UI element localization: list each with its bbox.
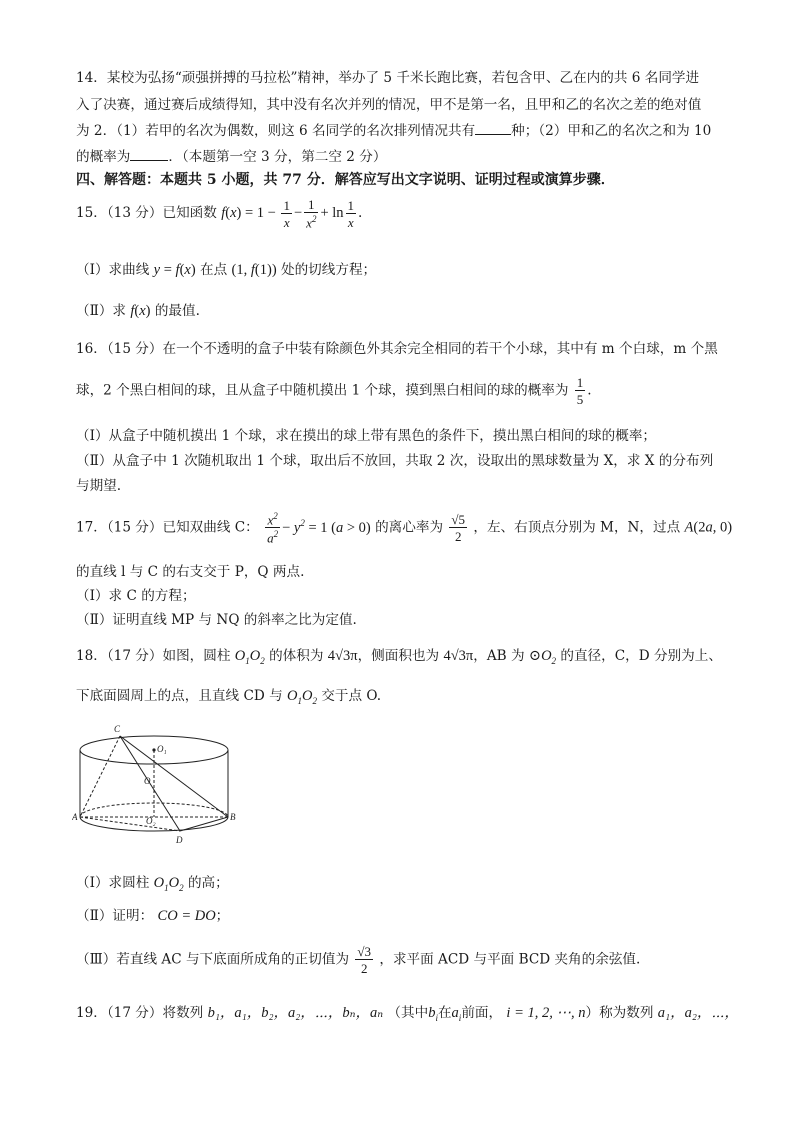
section-4-heading: 四、解答题：本题共 5 小题，共 77 分．解答应写出文字说明、证明过程或演算步骤． [76,172,615,188]
q18-line1-d: ，AB 为 [473,648,525,664]
q17-equation: $\frac{x^2}{a^2}$ − $y^2 = 1$ (a > 0) [267,511,371,546]
q15-part1-a: （Ⅰ）求曲线 [76,262,150,278]
q17-head [76,512,732,545]
q14-line4-text-b: ．（本题第一空 3 分，第二空 2 分） [168,149,387,165]
cylinder-figure [72,722,242,852]
q15-function: f(x) = 1 − $\frac{1}{x}$ − $\frac{1}{x^2}$ + ln $\frac{1}{x}$ [221,197,355,231]
q15-part2-a: （Ⅱ）求 [76,303,127,319]
q19-bi: $b_i$ [428,1005,438,1023]
q17-point-a: A(2a, 0) [684,519,733,536]
label-a: A [72,812,78,822]
q14-line4-text: 的概率为 [76,149,131,165]
q14-line4 [76,145,386,165]
q17-head-text: 17．（15 分）已知双曲线 C： [76,519,259,536]
q19-ai: $a_i$ [451,1005,462,1023]
q14-line3-text: 为 2．（1）若甲的名次为偶数，则这 6 名同学的名次排列情况共有 [76,123,476,139]
q18-part2 [76,904,229,925]
q17-mid: 的离心率为 [375,519,444,536]
q19-sequence: b₁，a₁，b₂，a₂，⋯，bₙ，aₙ [207,1005,384,1021]
q16-part1: （Ⅰ）从盒子中随机摸出 1 个球，求在摸出的球上带有黑色的条件下，摸出黑白相间的球的概率； [76,428,657,444]
q15-curve: y = f(x) [153,262,196,278]
q15-head: 15．（13 分）已知函数 f(x) = 1 − $\frac{1}{x}$ − $\frac{1}{x^2}$ + ln $\frac{1}{x}$ . [76,197,363,231]
q15-part1-c: 处的切线方程； [281,262,377,278]
q18-part2-a: （Ⅱ）证明： [76,908,154,924]
q16-probability: $\frac{1}{5}$ [576,375,584,407]
label-o2: O₂ [146,816,156,826]
q14-line3-text-b: 种；（2）甲和乙的名次之和为 10 [511,123,712,139]
q15-part1-b: 在点 [200,262,228,278]
q18-line1 [76,644,722,666]
q18-tangent: $\frac{√3}{2}$ [357,944,372,976]
q18-axis: $O_1O_2$ [287,688,317,706]
q18-part3-a: （Ⅲ）若直线 AC 与下底面所成角的正切值为 [76,951,350,968]
q19-line1-c: 在 [437,1005,452,1021]
q18-line2 [76,684,381,706]
q19-tail: a₁，a₂，⋯， [657,1005,739,1021]
q16-part2a: （Ⅱ）从盒子中 1 次随机取出 1 个球，取出后不放回，共取 2 次，设取出的黑球数量为 X，求 X 的分布列 [76,453,714,469]
q18-line1-b: 的体积为 [269,648,324,664]
q15-point: (1, f(1)) [231,262,277,278]
q14-line2: 入了决赛，通过赛后成绩得知，其中没有名次并列的情况，甲不是第一名，且甲和乙的名次之差的绝对值 [76,97,702,113]
q18-line2-b: 交于点 O. [321,688,382,704]
q15-head-text: 15．（13 分）已知函数 [76,205,217,221]
q18-part1-b: 的高； [187,875,229,891]
q19-line1-b: （其中 [387,1005,429,1021]
q17-part1: （Ⅰ）求 C 的方程； [76,588,196,604]
q18-co-do: CO = DO [157,908,216,924]
q18-cylinder-p1: $O_1O_2$ [153,875,184,893]
segment-bd [180,817,228,831]
q19-index: i = 1, 2, ⋯, n [506,1005,586,1021]
label-o: O [144,776,151,786]
q16-line2-text: 球，2 个黑白相间的球，且从盒子中随机摸出 1 个球，摸到黑白相间的球的概率为 [76,382,569,399]
q19-line1-a: 19．（17 分）将数列 [76,1005,204,1021]
q17-eccentricity: $\frac{√5}{2}$ [451,512,466,545]
q15-fx: f(x) [130,303,151,319]
q18-volume: 4√3π [327,648,358,664]
q18-part2-b: ； [215,908,230,924]
label-b: B [230,812,236,822]
q15-part2 [76,299,200,320]
q16-part2b: 与期望. [76,478,122,494]
q18-line1-e: 的直径，C，D 分别为上、 [560,648,722,664]
segment-cb [120,736,228,817]
q16-line1: 16．（15 分）在一个不透明的盒子中装有除颜色外其余完全相同的若干个小球，其中有 m 个白球，m 个黑 [76,341,718,357]
q18-line2-a: 下底面圆周上的点，且直线 CD 与 [76,688,283,704]
q14-line3 [76,119,711,139]
q17-tail: ，左、右顶点分别为 M，N，过点 [473,519,681,536]
q19-line1-e: ）称为数列 [585,1005,654,1021]
label-c: C [114,724,121,734]
q15-part1 [76,258,376,279]
q18-line1-c: ，侧面积也为 [357,648,440,664]
q18-part1-a: （Ⅰ）求圆柱 [76,875,150,891]
q18-part1 [76,871,229,893]
q19-line1-d: 前面， [461,1005,503,1021]
q18-cylinder: $O_1O_2$ [234,648,265,666]
q15-part2-b: 的最值. [154,303,200,319]
q18-area: 4√3π [443,648,474,664]
q18-circle-o2: $⊙O_2$ [528,648,557,666]
q18-line1-a: 18．（17 分）如图，圆柱 [76,648,231,664]
answer-blank-2[interactable] [130,148,168,161]
q18-part3-b: ，求平面 ACD 与平面 BCD 夹角的余弦值. [379,951,641,968]
label-o1: O₁ [157,744,167,754]
answer-blank-1[interactable] [475,122,511,135]
segment-ad [80,817,180,831]
q19-line1 [76,1001,739,1023]
q17-line2: 的直线 l 与 C 的右支交于 P，Q 两点. [76,564,305,580]
point-o1 [152,748,155,751]
label-d: D [176,835,183,845]
q17-part2: （Ⅱ）证明直线 MP 与 NQ 的斜率之比为定值. [76,612,357,628]
q16-line2: 球，2 个黑白相间的球，且从盒子中随机摸出 1 个球，摸到黑白相间的球的概率为 $\frac{1}{5}$ . [76,375,592,407]
q18-part3 [76,945,640,975]
q14-line1: 14．某校为弘扬“顽强拼搏的马拉松”精神，举办了 5 千米长跑比赛，若包含甲、乙在内的共 6 名同学进 [76,70,700,86]
